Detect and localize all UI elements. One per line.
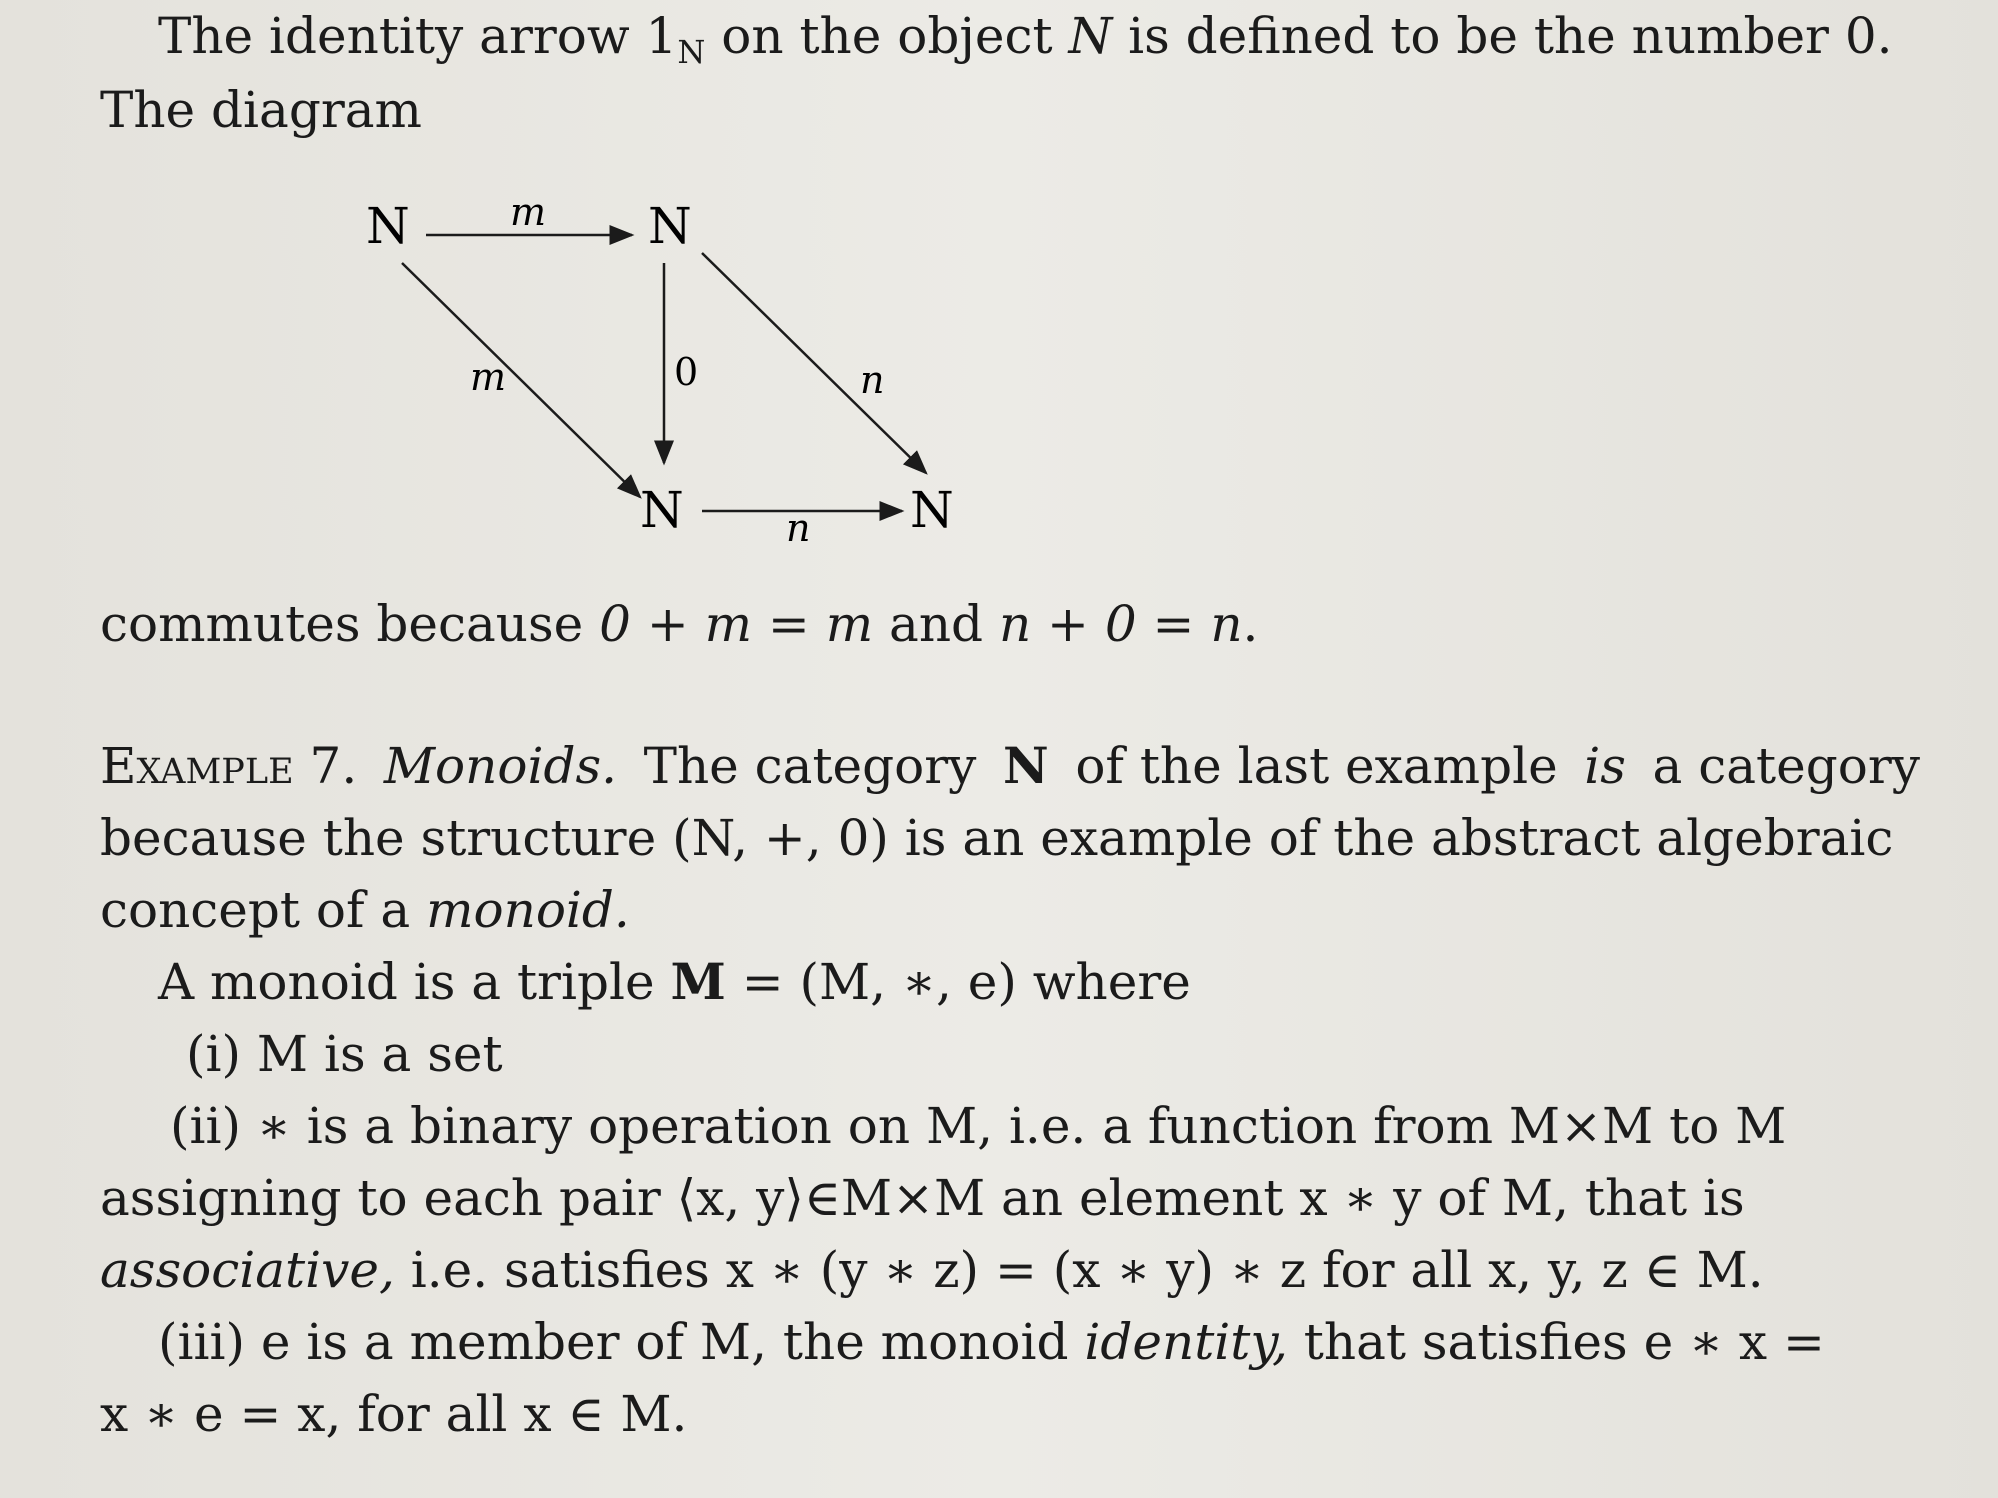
item-ii-line-1: (ii) ∗ is a binary operation on M, i.e. a function from M×M to M: [170, 1097, 1787, 1155]
example-label: Example 7.: [100, 737, 358, 795]
label-diagonal-m: m: [470, 355, 507, 399]
label-vertical-0: 0: [674, 350, 699, 394]
label-top-m: m: [510, 190, 547, 234]
monoid-definition: A monoid is a triple M = (M, ∗, e) where: [158, 952, 1191, 1011]
label-bottom-n: n: [786, 506, 811, 550]
item-i: (i) M is a set: [186, 1025, 503, 1083]
item-ii-line-3: associative, i.e. satisfies x ∗ (y ∗ z) = (x ∗ y) ∗ z for all x, y, z ∈ M.: [100, 1241, 1764, 1299]
node-bottom-right: N: [910, 481, 954, 539]
node-top-right: N: [648, 197, 692, 255]
commutes-line: commutes because 0 + m = m and n + 0 = n.: [100, 595, 1259, 653]
item-iii-line-1: (iii) e is a member of M, the monoid identity, that satisfies e ∗ x =: [158, 1313, 1825, 1371]
example-line-1: Example 7. Monoids. The category N of the last example is a category: [100, 736, 1920, 795]
diagram-svg: [330, 190, 1050, 555]
node-top-left: N: [366, 197, 410, 255]
item-iii-line-2: x ∗ e = x, for all x ∈ M.: [100, 1385, 688, 1443]
arrow-diagonal-n: [702, 253, 926, 473]
intro-line-1: The identity arrow $1_N$ on the object N is defined to be the number 0.: [158, 7, 1893, 71]
intro-line-2: The diagram: [100, 81, 422, 139]
commutative-diagram: [330, 190, 1050, 555]
node-bottom-left: N: [640, 481, 684, 539]
label-diagonal-n: n: [860, 358, 885, 402]
example-line-3: concept of a monoid.: [100, 881, 630, 939]
item-ii-line-2: assigning to each pair ⟨x, y⟩∈M×M an element x ∗ y of M, that is: [100, 1169, 1745, 1227]
arrow-diagonal-m: [402, 263, 640, 497]
example-title: Monoids.: [383, 737, 617, 795]
example-line-2: because the structure (N, +, 0) is an example of the abstract algebraic: [100, 809, 1894, 867]
